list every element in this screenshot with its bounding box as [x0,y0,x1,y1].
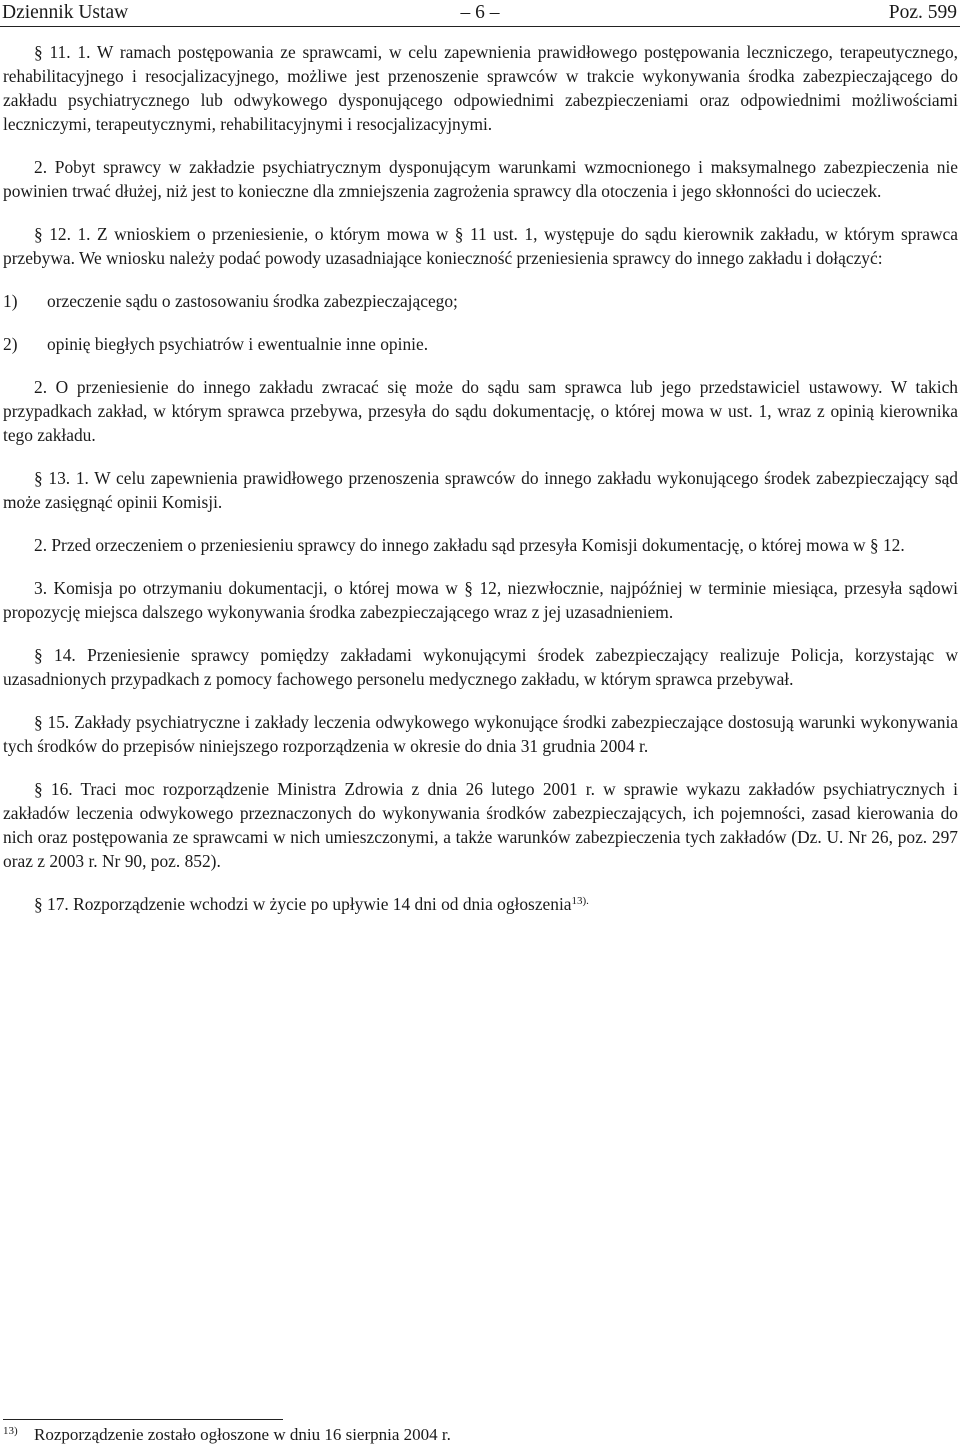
footnote: 13) Rozporządzenie zostało ogłoszone w dniu 16 sierpnia 2004 r. [3,1425,451,1444]
paragraph-12-2: 2. O przeniesienie do innego zakładu zwracać się może do sądu sam sprawca lub jego przedstawiciel ustawowy. W takich przypadkach zakład, w którym sprawca przebywa, przesyła do sądu dokumentację, o której mowa w ust. 1, wraz z opinią kierownika tego zakładu. [3,377,958,445]
list-item [3,289,958,313]
list-item [3,332,958,356]
paragraph-14: § 14. Przeniesienie sprawcy pomiędzy zakładami wykonującymi środek zabezpieczający realizuje Policja, korzystając w uzasadnionych przypadkach z pomocy fachowego personelu medycznego zakładu, w którym sprawca przebywał. [3,645,958,689]
footnote-text: Rozporządzenie zostało ogłoszone w dniu 16 sierpnia 2004 r. [34,1425,451,1444]
paragraph-11-2: 2. Pobyt sprawcy w zakładzie psychiatrycznym dysponującym warunkami wzmocnionego i maksymalnego zabezpieczenia nie powinien trwać dłużej, niż jest to konieczne dla zmniejszenia zagrożenia sprawcy dla otoczenia i jego skłonności do ucieczek. [3,157,958,201]
list-item-text: opinię biegłych psychiatrów i ewentualnie inne opinie. [47,334,429,354]
position-number: Poz. 599 [888,2,957,23]
paragraph-16: § 16. Traci moc rozporządzenie Ministra Zdrowia z dnia 26 lutego 2001 r. w sprawie wykazu zakładów psychiatrycznych i zakładów leczenia odwykowego przeznaczonych do wykonywania środków zabezpieczających, ich pojemności, zasad kierowania do nich oraz postępowania ze sprawcami w nich umieszczonymi, a także warunków zabezpieczenia tych zakładów (Dz. U. Nr 26, poz. 297 oraz z 2003 r. Nr 90, poz. 852). [3,779,958,871]
list-item-text: orzeczenie sądu o zastosowaniu środka zabezpieczającego; [47,291,458,311]
paragraph-13-2: 2. Przed orzeczeniem o przeniesieniu sprawcy do innego zakładu sąd przesyła Komisji dokumentację, o której mowa w § 12. [34,535,905,555]
paragraph-13-1: § 13. 1. W celu zapewnienia prawidłowego przenoszenia sprawców do innego zakładu wykonującego środek zabezpieczający sąd może zasięgnąć opinii Komisji. [3,468,958,512]
header-divider [0,26,960,27]
paragraph-17-text: § 17. Rozporządzenie wchodzi w życie po upływie 14 dni od dnia ogłoszenia [34,894,572,914]
document-body [3,40,958,935]
page-header [0,0,960,26]
page-number: – 6 – [460,2,500,23]
paragraph-12-1: § 12. 1. Z wnioskiem o przeniesienie, o którym mowa w § 11 ust. 1, występuje do sądu kierownik zakładu, w którym sprawca przebywa. We wniosku należy podać powody uzasadniające konieczność przeniesienia sprawcy do innego zakładu i dołączyć: [3,224,958,268]
footnote-reference[interactable]: 13). [571,895,589,907]
paragraph-11-1: § 11. 1. W ramach postępowania ze sprawcami, w celu zapewnienia prawidłowego postępowania leczniczego, terapeutycznego, rehabilitacyjnego i resocjalizacyjnego, możliwe jest przenoszenie sprawców w trakcie wykonywania środka zabezpieczającego do zakładu psychiatrycznego lub odwykowego dysponującego odpowiednimi zabezpieczeniami oraz odpowiednimi możliwościami leczniczymi, terapeutycznymi, rehabilitacyjnymi i resocjalizacyjnymi. [3,42,958,134]
paragraph-13-3: 3. Komisja po otrzymaniu dokumentacji, o której mowa w § 12, niezwłocznie, najpóźniej w terminie miesiąca, przesyła sądowi propozycję miejsca dalszego wykonywania środka zabezpieczającego wraz z jej uzasadnieniem. [3,578,958,622]
journal-title: Dziennik Ustaw [2,2,129,23]
list-item-number: 1) [3,291,18,311]
footnote-divider [3,1419,283,1420]
paragraph-17 [3,892,958,916]
paragraph-15: § 15. Zakłady psychiatryczne i zakłady leczenia odwykowego wykonujące środki zabezpieczające dostosują warunki wykonywania tych środków do przepisów niniejszego rozporządzenia w okresie do dnia 31 grudnia 2004 r. [3,712,958,756]
list-item-number: 2) [3,334,18,354]
